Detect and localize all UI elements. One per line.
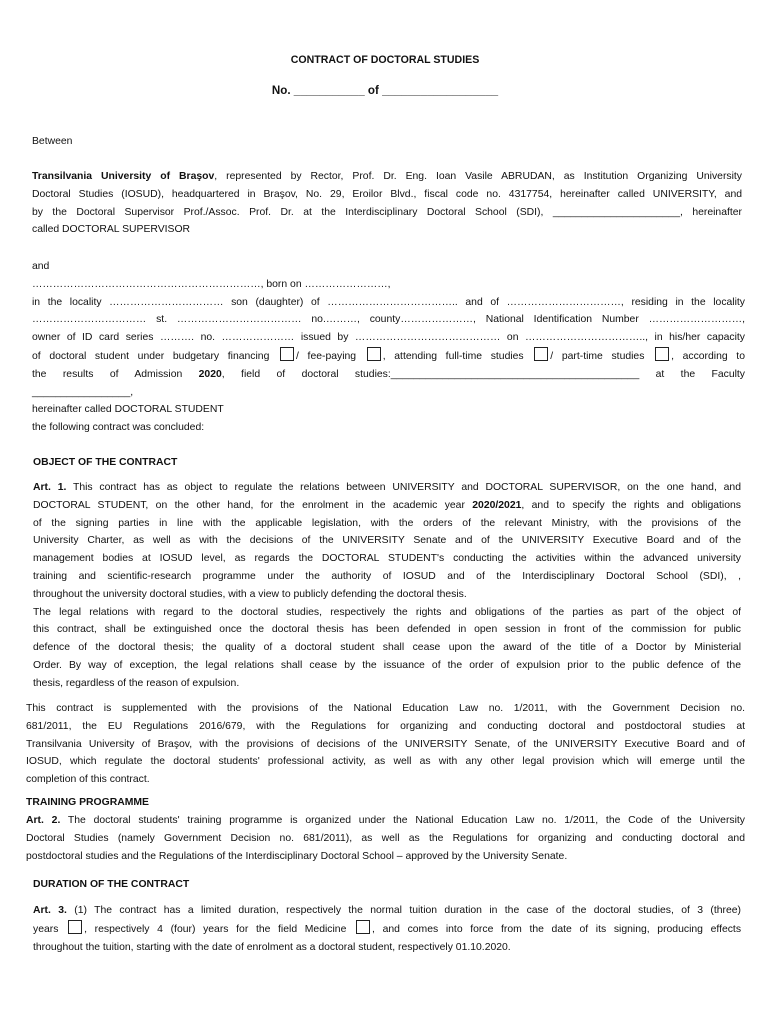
art2-line-3: postdoctoral studies and the Regulations of the Interdisciplinary Doctoral School – approved by the University Senate. (26, 850, 568, 862)
student-locality-line: in the locality …………………………… son (daughter) of ……………………………….. and of ……………………………, residing in the locality (32, 296, 745, 308)
supp-line-1: This contract is supplemented with the provisions of the National Education Law no. 1/2011, with the Government Decision no. (26, 703, 745, 714)
parties-line-3: by the Doctoral Supervisor Prof./Assoc. Prof. Dr. at the Interdisciplinary Doctoral School (SDI), ______________________, hereinafter (32, 206, 742, 218)
supplementing-paragraph (26, 700, 745, 789)
art3-line-2: years , respectively 4 (four) years for the field Medicine , and comes into force from the date of its signing, producing effects (33, 920, 741, 939)
parties-line-2: Doctoral Studies (IOSUD), headquartered in Braşov, No. 29, Eroilor Blvd., fiscal code no. 4317754, hereinafter called UNIVERSITY, and (32, 188, 742, 200)
art1-line-6: training and scientific-research programme under the authority of IOSUD and of the Interdisciplinary Doctoral School (SDI), , (33, 570, 741, 582)
parties-paragraph (32, 168, 742, 239)
parties-line-1: Transilvania University of Braşov, represented by Rector, Prof. Dr. Eng. Ioan Vasile ABRUDAN, as Institution Organizing University (32, 171, 742, 182)
student-address-line: …………………………… st. ……………………………… no.………, county…………………, National Identification Number ………………………, (32, 314, 745, 326)
art1-line-3: of the signing parties in line with the applicable legislation, with the orders of the relevant Ministry, with the provisions of the (33, 517, 741, 529)
supp-line-5: completion of this contract. (26, 774, 150, 786)
contract-number-line: No. ___________ of __________________ (271, 84, 499, 97)
duration-heading: DURATION OF THE CONTRACT (33, 879, 190, 890)
document-title: CONTRACT OF DOCTORAL STUDIES (290, 54, 480, 66)
supp-line-4: IOSUD, which regulate the doctoral students' professional activity, as well as with any other legal provision which will emerge until the (26, 756, 745, 768)
art3-line-1: Art. 3. (1) The contract has a limited duration, respectively the normal tuition duration in the case of the doctoral studies, of 3 (three) (33, 905, 741, 916)
art1-line-8: The legal relations with regard to the doctoral studies, respectively the rights and obligations of the parties as part of the object of (33, 606, 741, 618)
supp-line-3: Transilvania University of Braşov, with the provisions of decisions of the UNIVERSITY Senate, of the UNIVERSITY Executive Board and of (26, 738, 745, 750)
and-label: and (32, 261, 50, 272)
art1-line-1: Art. 1. This contract has as object to regulate the relations between UNIVERSITY and DOCTORAL SUPERVISOR, on the one hand, and (33, 482, 741, 493)
student-paragraph (32, 258, 745, 437)
three-years-checkbox[interactable] (68, 920, 82, 934)
art1-line-11: Order. By way of exception, the legal relations shall cease by the issuance of the order of expulsion prior to the public defence of the (33, 659, 741, 671)
between-label: Between (32, 136, 73, 147)
article-1-paragraph (33, 479, 741, 693)
parties-line-4: called DOCTORAL SUPERVISOR (32, 224, 191, 236)
student-admission-line: the results of Admission 2020, field of doctoral studies:___________________________________________ at the Faculty (32, 368, 745, 380)
art1-line-9: this contract, shall be extinguished once the doctoral thesis has been defended in open session in front of the commission for public (33, 624, 741, 636)
article-3-paragraph (33, 902, 741, 956)
full-time-checkbox[interactable] (534, 347, 548, 361)
art2-line-1: Art. 2. The doctoral students' training programme is organized under the National Education Law no. 1/2011, the Code of the University (26, 815, 745, 826)
student-name-line: …………………………………………………………, born on ……………………, (32, 278, 391, 290)
art2-line-2: Doctoral Studies (namely Government Decision no. 681/2011), as well as the Regulations for organizing and conducting doctoral and (26, 832, 745, 844)
art1-line-5: management bodies at IOSUD level, as regards the DOCTORAL STUDENT's conducting the activities within the advanced university (33, 553, 741, 565)
training-heading: TRAINING PROGRAMME (26, 797, 149, 808)
art1-line-12: thesis, regardless of the reason of expulsion. (33, 677, 240, 689)
art1-line-10: defence of the doctoral thesis; the quality of a doctoral student shall cease upon the award of the title of a Doctor by Ministerial (33, 642, 741, 654)
contract-concluded-line: the following contract was concluded: (32, 422, 205, 434)
art1-line-7: throughout the university doctoral studies, with a view to publicly defending the doctoral thesis. (33, 588, 467, 600)
article-2-paragraph (26, 812, 745, 865)
object-heading: OBJECT OF THE CONTRACT (33, 457, 178, 468)
art3-line-3: throughout the tuition, starting with the date of enrolment as a doctoral student, respectively 01.10.2020. (33, 941, 511, 953)
part-time-checkbox[interactable] (655, 347, 669, 361)
student-financing-line: of doctoral student under budgetary financing / fee-paying , attending full-time studies / part-time studies , according to (32, 347, 745, 366)
budgetary-financing-checkbox[interactable] (280, 347, 294, 361)
medicine-checkbox[interactable] (356, 920, 370, 934)
art1-line-4: University Charter, as well as with the decisions of the UNIVERSITY Senate and of the UNIVERSITY Executive Board and of the (33, 535, 741, 547)
doctoral-student-designation: hereinafter called DOCTORAL STUDENT (32, 404, 224, 416)
faculty-blank: _________________, (32, 386, 134, 398)
fee-paying-checkbox[interactable] (367, 347, 381, 361)
student-id-line: owner of ID card series ………. no. ………………… issued by …………………………………… on …………………………….., in his/her capacity (32, 332, 745, 344)
supp-line-2: 681/2011, the EU Regulations 2016/679, with the Regulations for organizing and conducting doctoral and postdoctoral studies at (26, 720, 745, 732)
art1-line-2: DOCTORAL STUDENT, on the other hand, for the enrolment in the academic year 2020/2021, and to specify the rights and obligations (33, 499, 741, 511)
